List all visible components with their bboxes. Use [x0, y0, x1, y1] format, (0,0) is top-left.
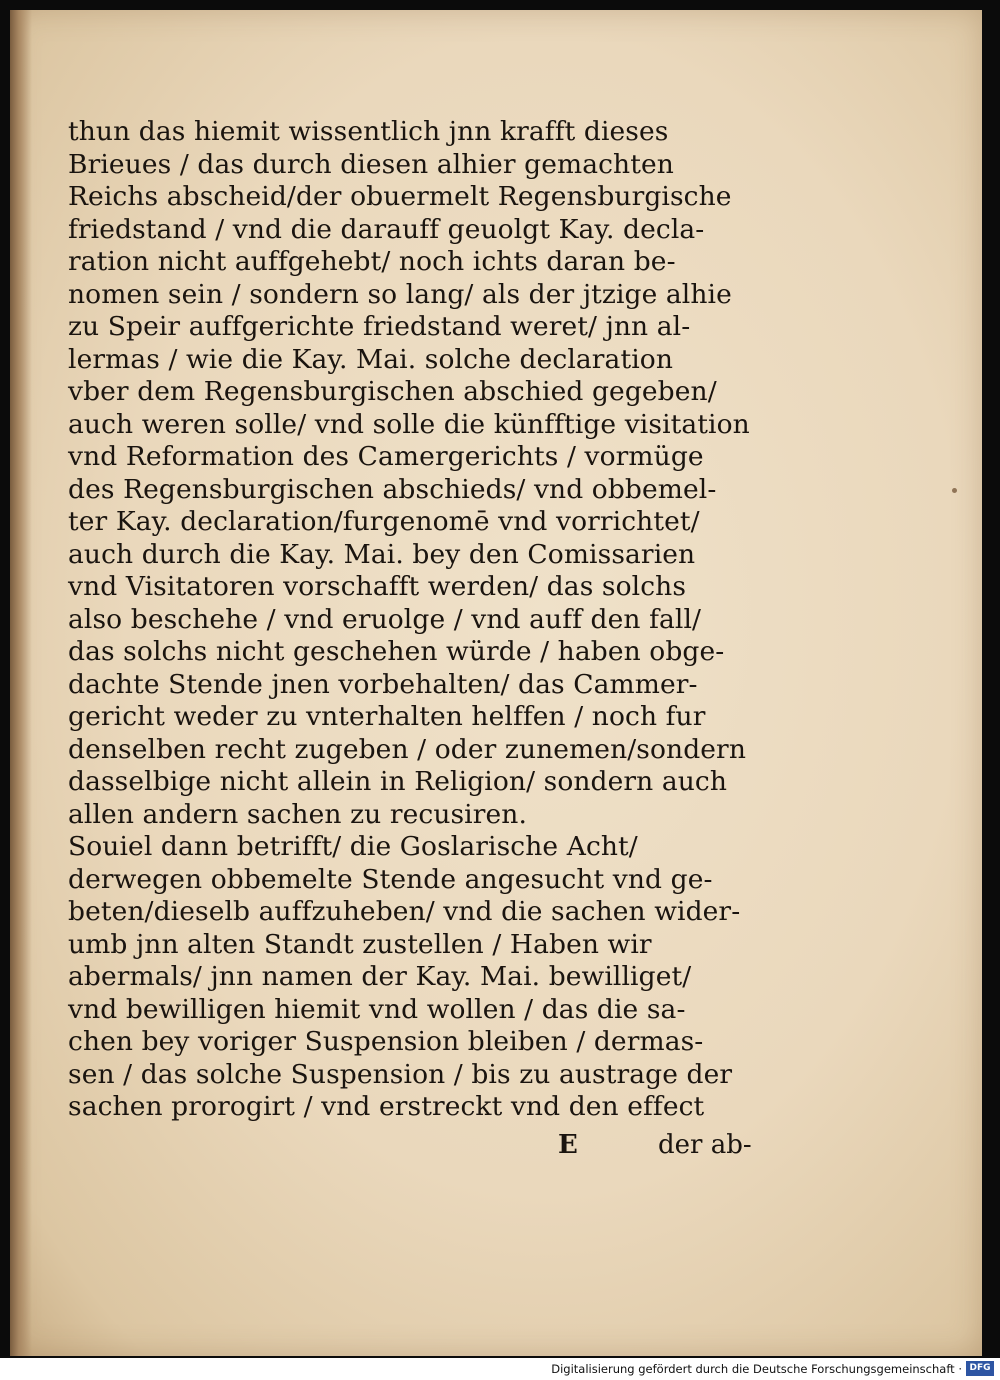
text-line: vnd bewilligen hiemit vnd wollen / das die sa-	[68, 993, 686, 1025]
digitization-footer	[0, 1358, 1000, 1380]
page-text	[68, 116, 768, 1124]
text-line: vber dem Regensburgischen abschied gegeben/	[68, 376, 717, 407]
text-line: auch weren solle/ vnd solle die künfftige visitation	[68, 408, 750, 440]
text-line: des Regensburgischen abschieds/ vnd obbemel-	[68, 473, 717, 505]
text-line: vnd Visitatoren vorschafft werden/ das solchs	[68, 571, 687, 602]
paper-stain	[952, 488, 957, 493]
signature-mark: E	[558, 1130, 578, 1160]
dfg-logo-icon: DFG	[966, 1361, 994, 1376]
text-line: dachte Stende jnen vorbehalten/ das Cammer-	[68, 668, 698, 700]
text-line: denselben recht zugeben / oder zunemen/sondern	[68, 733, 746, 765]
text-line: thun das hiemit wissentlich jnn krafft dieses	[68, 116, 669, 147]
text-line: lermas / wie die Kay. Mai. solche declaration	[68, 343, 674, 375]
catchword: der ab-	[658, 1130, 752, 1160]
text-line: allen andern sachen zu recusiren.	[68, 798, 528, 830]
funding-credit: Digitalisierung gefördert durch die Deutsche Forschungsgemeinschaft ·	[551, 1362, 962, 1376]
page-gutter-edge	[10, 10, 32, 1356]
text-line: sen / das solche Suspension / bis zu austrage der	[68, 1058, 733, 1090]
text-line: auch durch die Kay. Mai. bey den Comissarien	[68, 538, 696, 570]
text-line: chen bey voriger Suspension bleiben / dermas-	[68, 1026, 704, 1057]
text-line: abermals/ jnn namen der Kay. Mai. bewilliget/	[68, 961, 692, 992]
text-line: ration nicht auffgehebt/ noch ichts daran be-	[68, 246, 676, 277]
text-line: das solchs nicht geschehen würde / haben obge-	[68, 636, 725, 667]
text-line: dasselbige nicht allein in Religion/ sondern auch	[68, 766, 728, 797]
page-foot	[558, 1130, 758, 1164]
book-page	[10, 10, 982, 1356]
text-line: nomen sein / sondern so lang/ als der jtzige alhie	[68, 278, 732, 310]
text-line: ter Kay. declaration/furgenomē vnd vorrichtet/	[68, 506, 700, 537]
text-line: Souiel dann betrifft/ die Goslarische Acht/	[68, 831, 638, 862]
text-line: umb jnn alten Standt zustellen / Haben wir	[68, 928, 652, 960]
text-line: beten/dieselb auffzuheben/ vnd die sachen wider-	[68, 896, 741, 927]
text-line: sachen prorogirt / vnd erstreckt vnd den effect	[68, 1091, 705, 1122]
text-line: also beschehe / vnd eruolge / vnd auff den fall/	[68, 603, 702, 635]
text-line: vnd Reformation des Camergerichts / vormüge	[68, 441, 704, 472]
text-line: friedstand / vnd die darauff geuolgt Kay. decla-	[68, 213, 705, 245]
text-line: Reichs abscheid/der obuermelt Regensburgische	[68, 181, 732, 212]
text-line: gericht weder zu vnterhalten helffen / noch fur	[68, 701, 706, 732]
text-line: zu Speir auffgerichte friedstand weret/ jnn al-	[68, 311, 691, 342]
text-line: Brieues / das durch diesen alhier gemachten	[68, 148, 674, 180]
text-line: derwegen obbemelte Stende angesucht vnd ge-	[68, 863, 713, 895]
